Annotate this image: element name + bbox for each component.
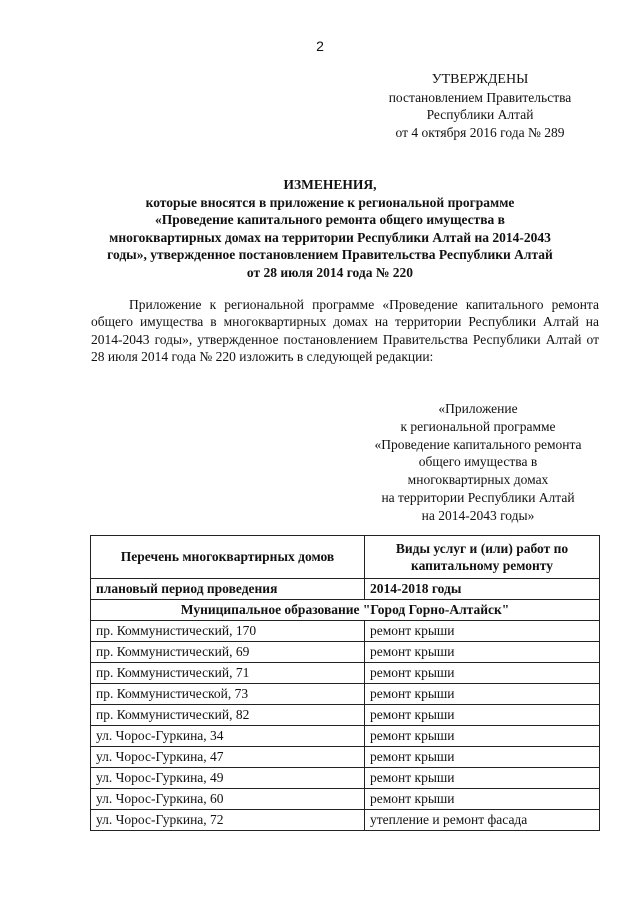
- intro-paragraph: [91, 296, 599, 366]
- intro-text: Приложение к региональной программе «Проведение капитального ремонта общего имущества в многоквартирных домах на территории Республики Алтай на 2014-2043 годы», утвержденное постановлением Правительства Республики Алтай от 28 июля 2014 года № 220 изложить в следующей редакции:: [91, 297, 599, 365]
- document-title: [70, 176, 590, 281]
- table-row: [91, 747, 600, 768]
- page-number: 2: [316, 38, 324, 54]
- title-line: «Проведение капитального ремонта общего имущества в: [155, 212, 505, 227]
- header-buildings: Перечень многоквартирных домов: [91, 536, 365, 579]
- table-row: [91, 789, 600, 810]
- table-row: [91, 642, 600, 663]
- building-address: пр. Коммунистической, 73: [91, 684, 365, 705]
- work-type: ремонт крыши: [365, 684, 600, 705]
- building-address: пр. Коммунистический, 71: [91, 663, 365, 684]
- table-header-row: [91, 536, 600, 579]
- appendix-line: на территории Республики Алтай: [381, 489, 575, 505]
- approval-line: от 4 октября 2016 года № 289: [395, 124, 565, 140]
- table-row: [91, 768, 600, 789]
- title-line: от 28 июля 2014 года № 220: [246, 264, 414, 280]
- approval-heading: УТВЕРЖДЕНЫ: [431, 72, 529, 87]
- building-address: ул. Чорос-Гуркина, 49: [91, 768, 365, 789]
- appendix-line: «Проведение капитального ремонта: [374, 436, 582, 452]
- work-type: ремонт крыши: [365, 642, 600, 663]
- municipality-name: Муниципальное образование "Город Горно-Алтайск": [91, 600, 600, 621]
- work-type: ремонт крыши: [365, 747, 600, 768]
- approval-block: [360, 71, 600, 141]
- table-row: [91, 663, 600, 684]
- work-type: ремонт крыши: [365, 621, 600, 642]
- header-works: Виды услуг и (или) работ по капитальному ремонту: [365, 536, 600, 579]
- appendix-line: на 2014-2043 годы»: [421, 507, 535, 523]
- building-address: ул. Чорос-Гуркина, 47: [91, 747, 365, 768]
- table-row: [91, 705, 600, 726]
- work-type: утепление и ремонт фасада: [365, 810, 600, 831]
- title-line: которые вносятся в приложение к региональной программе: [145, 194, 515, 210]
- title-line: ИЗМЕНЕНИЯ,: [283, 177, 377, 192]
- period-row: [91, 579, 600, 600]
- work-type: ремонт крыши: [365, 705, 600, 726]
- work-type: ремонт крыши: [365, 789, 600, 810]
- building-address: пр. Коммунистический, 82: [91, 705, 365, 726]
- period-value: 2014-2018 годы: [365, 579, 600, 600]
- building-address: ул. Чорос-Гуркина, 72: [91, 810, 365, 831]
- table-row: [91, 810, 600, 831]
- period-label: плановый период проведения: [91, 579, 365, 600]
- table-row: [91, 684, 600, 705]
- title-line: годы», утвержденное постановлением Правительства Республики Алтай: [107, 247, 553, 262]
- building-address: ул. Чорос-Гуркина, 34: [91, 726, 365, 747]
- table-row: [91, 621, 600, 642]
- appendix-line: «Приложение: [438, 401, 518, 416]
- approval-line: Республики Алтай: [426, 107, 534, 122]
- work-type: ремонт крыши: [365, 663, 600, 684]
- table-row: [91, 726, 600, 747]
- works-table: [90, 535, 600, 831]
- work-type: ремонт крыши: [365, 768, 600, 789]
- title-line: многоквартирных домах на территории Республики Алтай на 2014-2043: [109, 229, 551, 245]
- work-type: ремонт крыши: [365, 726, 600, 747]
- appendix-line: многоквартирных домах: [407, 472, 549, 488]
- building-address: ул. Чорос-Гуркина, 60: [91, 789, 365, 810]
- appendix-line: к региональной программе: [400, 418, 556, 434]
- building-address: пр. Коммунистический, 69: [91, 642, 365, 663]
- appendix-block: [358, 400, 598, 525]
- approval-line: постановлением Правительства: [388, 89, 572, 105]
- appendix-line: общего имущества в: [418, 454, 538, 470]
- municipality-row: [91, 600, 600, 621]
- building-address: пр. Коммунистический, 170: [91, 621, 365, 642]
